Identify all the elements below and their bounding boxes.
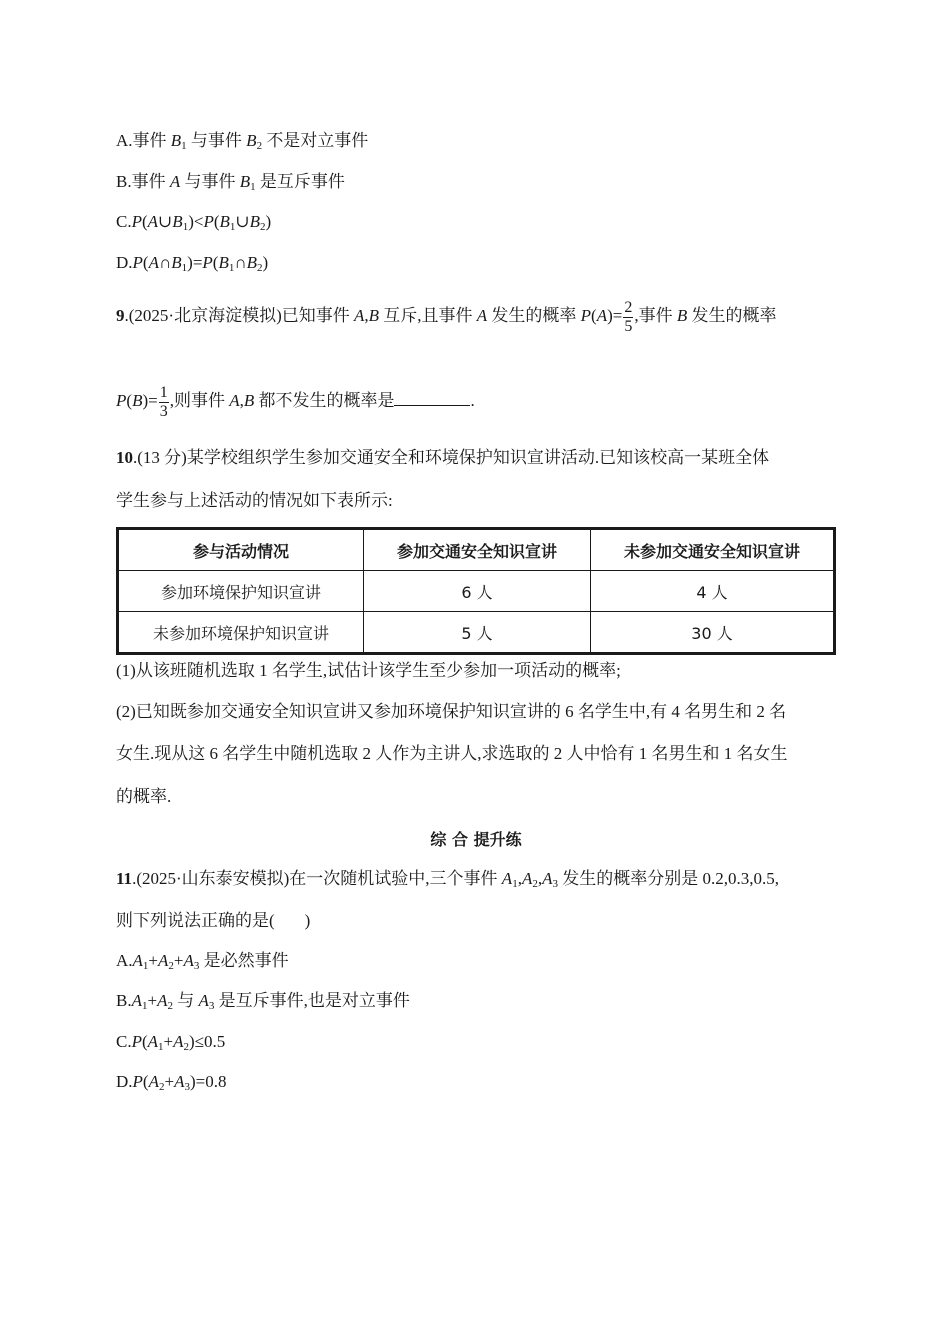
var: A: [542, 869, 553, 888]
subscript: 1: [228, 262, 235, 274]
var: B: [246, 253, 258, 272]
var: A: [198, 991, 209, 1010]
text: ,则事件: [169, 391, 230, 410]
text: ,: [364, 306, 369, 325]
q10-sub-2-line-1: (2)已知既参加交通安全知识宣讲又参加环境保护知识宣讲的 6 名学生中,有 4 名男生和 2 名: [116, 702, 787, 721]
q9-line-2: [116, 383, 475, 421]
subscript: 1: [229, 221, 236, 233]
var: A: [183, 951, 194, 970]
q11-option-b: [116, 990, 410, 1012]
q10-sub-2-line-3: 的概率.: [116, 787, 172, 806]
var: A: [174, 1072, 185, 1091]
subscript: 1: [250, 181, 256, 193]
text: +: [164, 1072, 175, 1091]
var: B: [132, 391, 143, 410]
question-number: 10: [116, 448, 133, 467]
subscript: 1: [141, 1000, 148, 1012]
denominator: 3: [159, 402, 168, 420]
text: B.: [116, 991, 132, 1010]
text: ,: [517, 869, 522, 888]
text: (: [591, 306, 597, 325]
denominator: 5: [624, 317, 633, 335]
var: A: [596, 306, 608, 325]
section-title: 综 合 提升练: [430, 830, 522, 849]
text: ,事件: [634, 306, 677, 325]
text: (: [212, 253, 219, 272]
var: P: [203, 212, 214, 231]
q11-option-d: [116, 1071, 226, 1093]
var: A: [501, 869, 513, 888]
var: B: [171, 253, 182, 272]
q8-option-c: [116, 211, 271, 233]
var: P: [132, 1072, 143, 1091]
q8-option-b: [116, 171, 345, 193]
var: A: [148, 1072, 159, 1091]
q9-line-1: [116, 298, 777, 336]
text: )=: [142, 391, 158, 410]
var: B: [219, 212, 230, 231]
text: +: [148, 951, 159, 970]
subscript: 2: [168, 960, 174, 972]
text: .(2025·山东泰安模拟)在一次随机试验中,三个事件: [132, 869, 502, 888]
q8-option-d: [116, 252, 268, 274]
subscript: 2: [257, 262, 263, 274]
text: ,: [239, 391, 244, 410]
subscript: 1: [181, 262, 188, 274]
fraction: [159, 384, 169, 421]
activity-table: [116, 527, 836, 655]
q8-option-a: [116, 130, 368, 152]
text: ): [265, 212, 272, 231]
text: A.事件: [116, 131, 171, 150]
text: 互斥,且事件: [379, 306, 477, 325]
text: D.: [116, 253, 133, 272]
text: B.事件: [116, 172, 170, 191]
var: B: [249, 212, 261, 231]
var: B: [172, 212, 183, 231]
text: C.: [116, 212, 132, 231]
var: A: [158, 951, 169, 970]
table-cell: 6 人: [364, 571, 591, 612]
q10-line-1: [116, 447, 769, 469]
text: 都不发生的概率是: [254, 391, 395, 410]
subscript: 2: [532, 878, 538, 890]
table-cell: 参加环境保护知识宣讲: [118, 571, 364, 612]
var: A: [173, 1032, 184, 1051]
text: (: [126, 391, 133, 410]
text: ): [304, 911, 311, 930]
var: A: [147, 212, 159, 231]
text: (: [141, 212, 148, 231]
table-header-cell: 参与活动情况: [118, 529, 364, 571]
q11-line-1: [116, 868, 779, 890]
fraction: [623, 299, 633, 336]
text: )≤0.5: [189, 1032, 226, 1051]
table-cell: 未参加环境保护知识宣讲: [118, 612, 364, 654]
q11-option-a: [116, 950, 289, 972]
table-row: [118, 571, 835, 612]
text: ,: [537, 869, 543, 888]
subscript: 3: [184, 1081, 190, 1093]
var: A: [148, 253, 159, 272]
text: +: [147, 991, 158, 1010]
answer-blank[interactable]: [394, 389, 470, 406]
table-cell: 4 人: [591, 571, 835, 612]
text: .: [470, 391, 475, 410]
var: A: [476, 306, 488, 325]
numerator: 1: [159, 383, 168, 401]
var: B: [218, 253, 229, 272]
text: )<: [188, 212, 204, 231]
text: 则下列说法正确的是(: [116, 911, 275, 930]
var: A: [521, 869, 533, 888]
var: P: [202, 253, 213, 272]
text: 与事件: [186, 131, 247, 150]
var: A: [157, 991, 168, 1010]
var: P: [131, 1032, 142, 1051]
text: ∩: [158, 253, 172, 272]
text: 发生的概率分别是 0.2,0.3,0.5,: [557, 869, 779, 888]
var: A: [132, 951, 143, 970]
subscript: 2: [256, 140, 263, 152]
text: 是互斥事件: [255, 172, 345, 191]
subscript: 1: [181, 140, 187, 152]
question-number: 9: [116, 306, 125, 325]
var: B: [239, 172, 251, 191]
table-header-cell: 未参加交通安全知识宣讲: [591, 529, 835, 571]
subscript: 3: [552, 878, 558, 890]
subscript: 1: [512, 878, 518, 890]
text: (: [213, 212, 220, 231]
subscript: 3: [193, 960, 200, 972]
table-row: [118, 612, 835, 654]
subscript: 1: [158, 1041, 164, 1053]
table-header-cell: 参加交通安全知识宣讲: [364, 529, 591, 571]
text: 发生的概率: [687, 306, 777, 325]
subscript: 1: [142, 960, 149, 972]
subscript: 3: [208, 1000, 215, 1012]
numerator: 2: [624, 298, 633, 316]
var: B: [676, 306, 688, 325]
subscript: 1: [182, 221, 189, 233]
text: )=: [187, 253, 203, 272]
var: B: [243, 391, 255, 410]
subscript: 2: [167, 1000, 173, 1012]
var: A: [169, 172, 181, 191]
subscript: 2: [183, 1041, 190, 1053]
var: A: [353, 306, 365, 325]
text: (: [142, 253, 149, 272]
text: )=: [607, 306, 623, 325]
var: P: [116, 391, 127, 410]
text: ∪: [235, 212, 250, 231]
text: (: [141, 1032, 148, 1051]
text: +: [163, 1032, 174, 1051]
var: A: [229, 391, 240, 410]
table-cell: 30 人: [591, 612, 835, 654]
var: A: [131, 991, 142, 1010]
subscript: 2: [158, 1081, 165, 1093]
q10-sub-1: (1)从该班随机选取 1 名学生,试估计该学生至少参加一项活动的概率;: [116, 661, 621, 680]
text: 是互斥事件,也是对立事件: [214, 991, 410, 1010]
question-number: 11: [116, 869, 133, 888]
q10-sub-2-line-2: 女生.现从这 6 名学生中随机选取 2 人作为主讲人,求选取的 2 人中恰有 1 名男生和 1 名女生: [116, 744, 788, 763]
var: P: [580, 306, 592, 325]
text: .(2025·北京海淀模拟)已知事件: [124, 306, 354, 325]
text: ∪: [158, 212, 173, 231]
q10-line-2: 学生参与上述活动的情况如下表所示:: [116, 491, 393, 510]
text: )=0.8: [189, 1072, 227, 1091]
text: 是必然事件: [199, 951, 289, 970]
q11-line-2: [116, 910, 310, 932]
text: 与: [172, 991, 199, 1010]
text: 与事件: [180, 172, 240, 191]
text: A.: [116, 951, 133, 970]
var: P: [131, 212, 142, 231]
table-cell: 5 人: [364, 612, 591, 654]
text: 发生的概率: [487, 306, 581, 325]
subscript: 2: [260, 221, 266, 233]
var: B: [246, 131, 257, 150]
text: (: [142, 1072, 149, 1091]
var: A: [147, 1032, 159, 1051]
q11-option-c: [116, 1031, 225, 1053]
text: ∩: [234, 253, 247, 272]
var: B: [368, 306, 380, 325]
var: B: [170, 131, 182, 150]
text: D.: [116, 1072, 133, 1091]
text: .(13 分)某学校组织学生参加交通安全和环境保护知识宣讲活动.已知该校高一某班全体: [133, 448, 770, 467]
table-header-row: [118, 529, 835, 571]
text: C.: [116, 1032, 132, 1051]
text: ): [262, 253, 269, 272]
var: P: [132, 253, 143, 272]
text: +: [173, 951, 184, 970]
text: 不是对立事件: [262, 131, 369, 150]
